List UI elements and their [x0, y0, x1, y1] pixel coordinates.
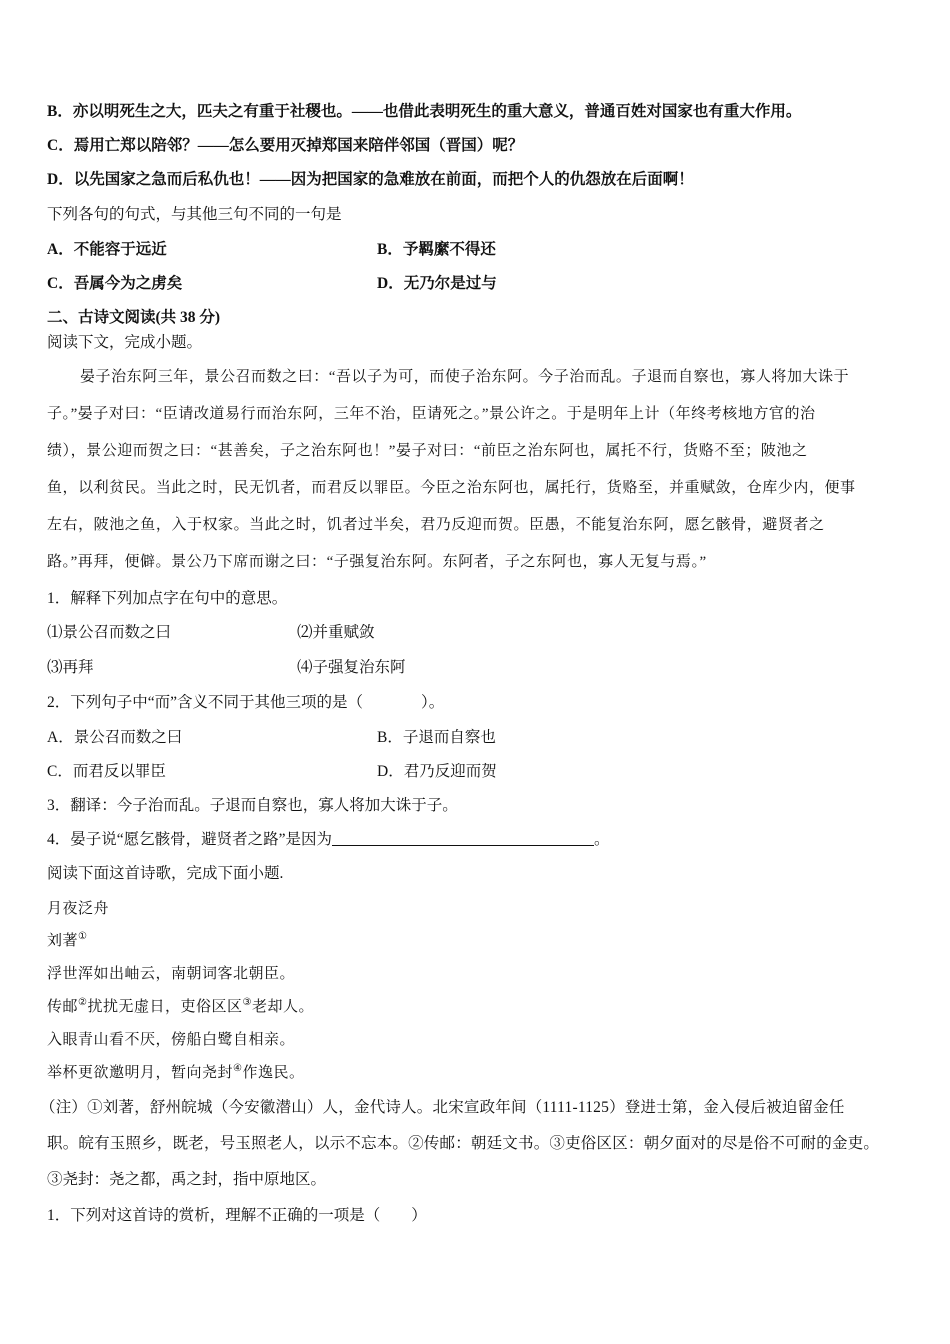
syntax-question-stem: 下列各句的句式，与其他三句不同的一句是: [47, 206, 342, 223]
q1-item-1: ⑴景公召而数之曰: [47, 624, 172, 641]
q1-item-4: ⑷子强复治东阿: [297, 659, 406, 676]
poem-line: 举杯更欲邀明月，暂向尧封④作逸民。: [47, 1063, 305, 1081]
poem-note: 职。皖有玉照乡，既老，号玉照老人，以示不忘本。②传邮：朝廷文书。③吏俗区区：朝夕面对的尽是俗不可耐的金吏。: [47, 1135, 880, 1152]
poem-author: 刘著①: [47, 931, 88, 949]
passage-line: 路。”再拜，便僻。景公乃下席而谢之曰：“子强复治东阿。东阿者，子之东阿也，寡人无复与焉。”: [47, 554, 707, 570]
passage-line: 绩），景公迎而贺之曰：“甚善矣，子之治东阿也！”晏子对曰：“前臣之治东阿也，属托不行，货赂不至；陂池之: [47, 443, 808, 459]
q2-option-b: B．子退而自察也: [377, 729, 496, 746]
poem-line: 传邮②扰扰无虚日，吏俗区区③老却人。: [47, 997, 314, 1015]
q1-item-2: ⑵并重赋敛: [297, 624, 375, 641]
syntax-option-c: C．吾属今为之虏矣: [47, 275, 183, 292]
poem-title: 月夜泛舟: [47, 901, 110, 917]
poem-intro: 阅读下面这首诗歌，完成下面小题.: [47, 865, 284, 882]
option-c-prev: C．焉用亡郑以陪邻？——怎么要用灭掉郑国来陪伴邻国（晋国）呢？: [47, 137, 524, 154]
passage-line: 鱼，以利贫民。当此之时，民无饥者，而君反以罪臣。今臣之治东阿也，属托行，货赂至，并重赋敛，仓库少内，便事: [47, 480, 856, 496]
q2-option-a: A．景公召而数之曰: [47, 729, 183, 746]
syntax-option-d: D．无乃尔是过与: [377, 275, 497, 292]
poem-line: 浮世浑如出岫云，南朝词客北朝臣。: [47, 966, 296, 982]
section-heading: 二、古诗文阅读(共 38 分): [47, 309, 221, 326]
poem-q1-stem: 1．下列对这首诗的赏析，理解不正确的一项是（ ）: [47, 1207, 427, 1224]
syntax-option-a: A．不能容于远近: [47, 241, 167, 258]
q1-item-3: ⑶再拜: [47, 659, 94, 676]
passage-line: 子。”晏子对曰：“臣请改道易行而治东阿，三年不治，臣请死之。”景公许之。于是明年上计（年终考核地方官的治: [47, 406, 816, 422]
option-d-prev: D．以先国家之急而后私仇也！——因为把国家的急难放在前面，而把个人的仇怨放在后面啊！: [47, 171, 694, 188]
poem-line: 入眼青山看不厌，傍船白鹭自相亲。: [47, 1032, 296, 1048]
passage-line: 左右，陂池之鱼，入于权家。当此之时，饥者过半矣，君乃反迎而贺。臣愚，不能复治东阿，愿乞骸骨，避贤者之: [47, 517, 825, 533]
q1-stem: 1．解释下列加点字在句中的意思。: [47, 590, 288, 607]
q2-stem: 2．下列句子中“而”含义不同于其他三项的是（ ）。: [47, 694, 445, 711]
q2-option-d: D．君乃反迎而贺: [377, 763, 497, 780]
poem-note: ③尧封：尧之都，禹之封，指中原地区。: [47, 1171, 327, 1188]
option-b-prev: B．亦以明死生之大，匹夫之有重于社稷也。——也借此表明死生的重大意义，普通百姓对国家也有重大作用。: [47, 103, 802, 120]
reading-intro: 阅读下文，完成小题。: [47, 334, 203, 351]
syntax-option-b: B．予羁縻不得还: [377, 241, 496, 258]
answer-blank[interactable]: [332, 831, 594, 846]
poem-note: （注）①刘著，舒州皖城（今安徽潜山）人，金代诗人。北宋宣政年间（1111-1125）登进士第，金入侵后被迫留金任: [40, 1099, 845, 1116]
q4-stem: 4．晏子说“愿乞骸骨，避贤者之路”是因为 。: [47, 831, 610, 848]
passage-line: 晏子治东阿三年，景公召而数之曰：“吾以子为可，而使子治东阿。今子治而乱。子退而自察也，寡人将加大诛于: [80, 369, 850, 385]
q2-option-c: C．而君反以罪臣: [47, 763, 166, 780]
q3-translation: 3．翻译：今子治而乱。子退而自察也，寡人将加大诛于子。: [47, 797, 458, 814]
